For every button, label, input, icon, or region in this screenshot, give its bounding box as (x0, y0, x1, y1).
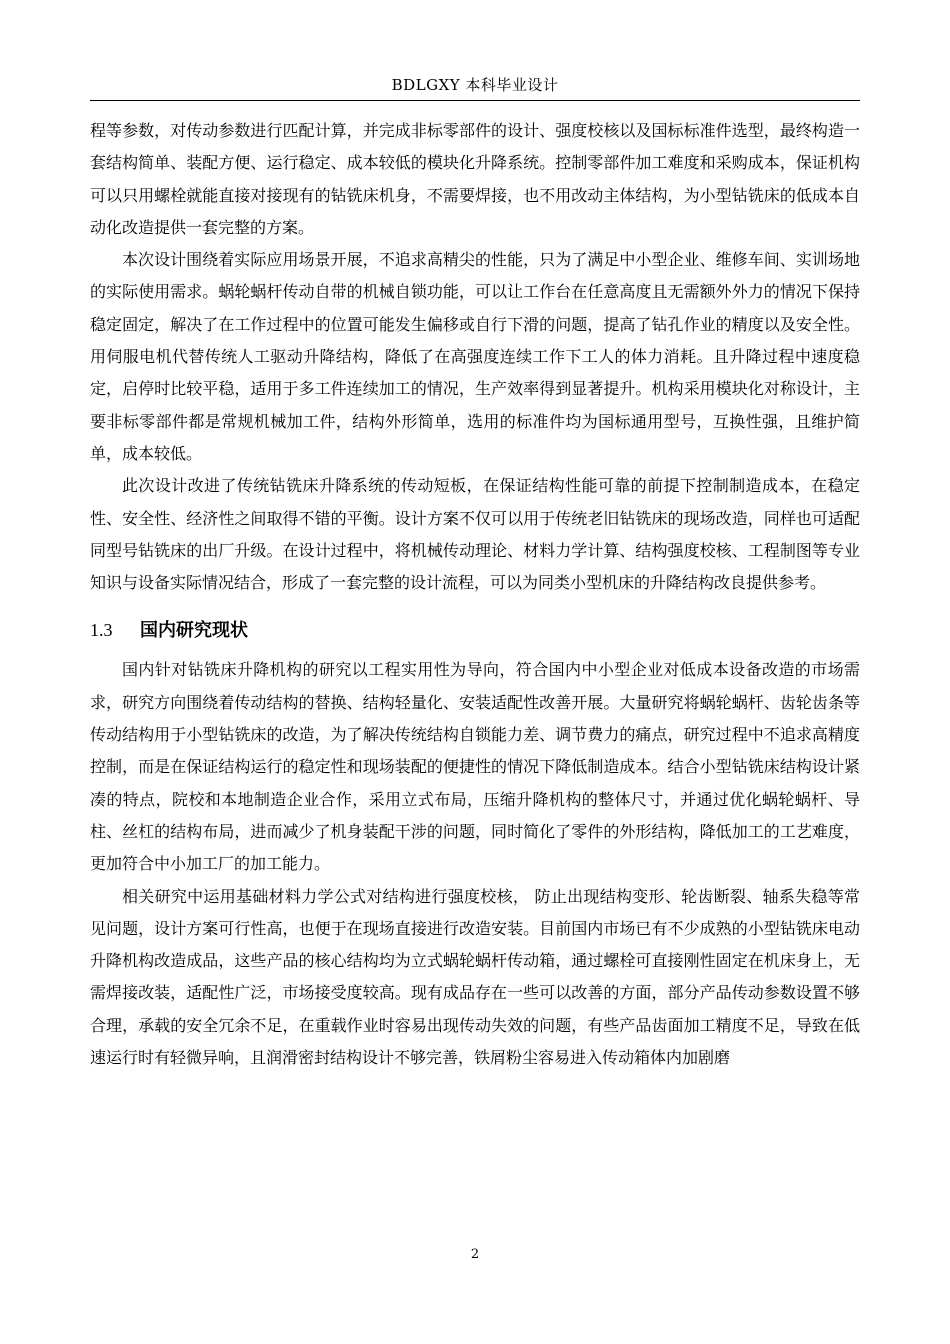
section-number: 1.3 (90, 620, 113, 641)
paragraph: 此次设计改进了传统钻铣床升降系统的传动短板，在保证结构性能可靠的前提下控制制造成本，在稳定性、安全性、经济性之间取得不错的平衡。设计方案不仅可以用于传统老旧钻铣床的现场改造，同样也可适配同型号钻铣床的出厂升级。在设计过程中，将机械传动理论、材料力学计算、结构强度校核、工程制图等专业知识与设备实际情况结合，形成了一套完整的设计流程，可以为同类小型机床的升降结构改良提供参考。 (90, 476, 860, 593)
paragraph: 国内针对钻铣床升降机构的研究以工程实用性为导向，符合国内中小型企业对低成本设备改造的市场需求，研究方向围绕着传动结构的替换、结构轻量化、安装适配性改善开展。大量研究将蜗轮蜗杆、齿轮齿条等传动结构用于小型钻铣床的改造，为了解决传统结构自锁能力差、调节费力的痛点，研究过程中不追求高精度控制，而是在保证结构运行的稳定性和现场装配的便捷性的情况下降低制造成本。结合小型钻铣床结构设计紧凑的特点，院校和本地制造企业合作，采用立式布局，压缩升降机构的整体尺寸，并通过优化蜗轮蜗杆、导柱、丝杠的结构布局，进而减少了机身装配干涉的问题，同时简化了零件的外形结构，降低加工的工艺难度，更加符合中小加工厂的加工能力。 (90, 660, 860, 874)
paragraph: 本次设计围绕着实际应用场景开展，不追求高精尖的性能，只为了满足中小型企业、维修车间、实训场地的实际使用需求。蜗轮蜗杆传动自带的机械自锁功能，可以让工作台在任意高度且无需额外外力的情况下保持稳定固定，解决了在工作过程中的位置可能发生偏移或自行下滑的问题，提高了钻孔作业的精度以及安全性。用伺服电机代替传统人工驱动升降结构，降低了在高强度连续工作下工人的体力消耗。且升降过程中速度稳定，启停时比较平稳，适用于多工件连续加工的情况，生产效率得到显著提升。机构采用模块化对称设计，主要非标零部件都是常规机械加工件，结构外形简单，选用的标准件均为国标通用型号，互换性强，且维护简单，成本较低。 (90, 250, 860, 463)
header-rule (90, 100, 860, 101)
paragraph-continued: 程等参数，对传动参数进行匹配计算，并完成非标零部件的设计、强度校核以及国标标准件选型，最终构造一套结构简单、装配方便、运行稳定、成本较低的模块化升降系统。控制零部件加工难度和采购成本，保证机构可以只用螺栓就能直接对接现有的钻铣床机身，不需要焊接，也不用改动主体结构，为小型钻铣床的低成本自动化改造提供一套完整的方案。 (90, 121, 860, 237)
running-header: BDLGXY 本科毕业设计 (391, 76, 559, 94)
section-heading (90, 615, 860, 646)
body-text (90, 115, 860, 1074)
paragraph: 相关研究中运用基础材料力学公式对结构进行强度校核， 防止出现结构变形、轮齿断裂、轴系失稳等常见问题，设计方案可行性高，也便于在现场直接进行改造安装。目前国内市场已有不少成熟的小型钻铣床电动升降机构改造成品，这些产品的核心结构均为立式蜗轮蜗杆传动箱，通过螺栓可直接刚性固定在机床身上，无需焊接改装，适配性广泛，市场接受度较高。现有成品存在一些可以改善的方面，部分产品传动参数设置不够合理，承载的安全冗余不足，在重载作业时容易出现传动失效的问题，有些产品齿面加工精度不足，导致在低速运行时有轻微异响，且润滑密封结构设计不够完善，铁屑粉尘容易进入传动箱体内加剧磨 (90, 886, 860, 1068)
page-number: 2 (470, 1247, 480, 1262)
section-title: 国内研究现状 (140, 620, 248, 642)
